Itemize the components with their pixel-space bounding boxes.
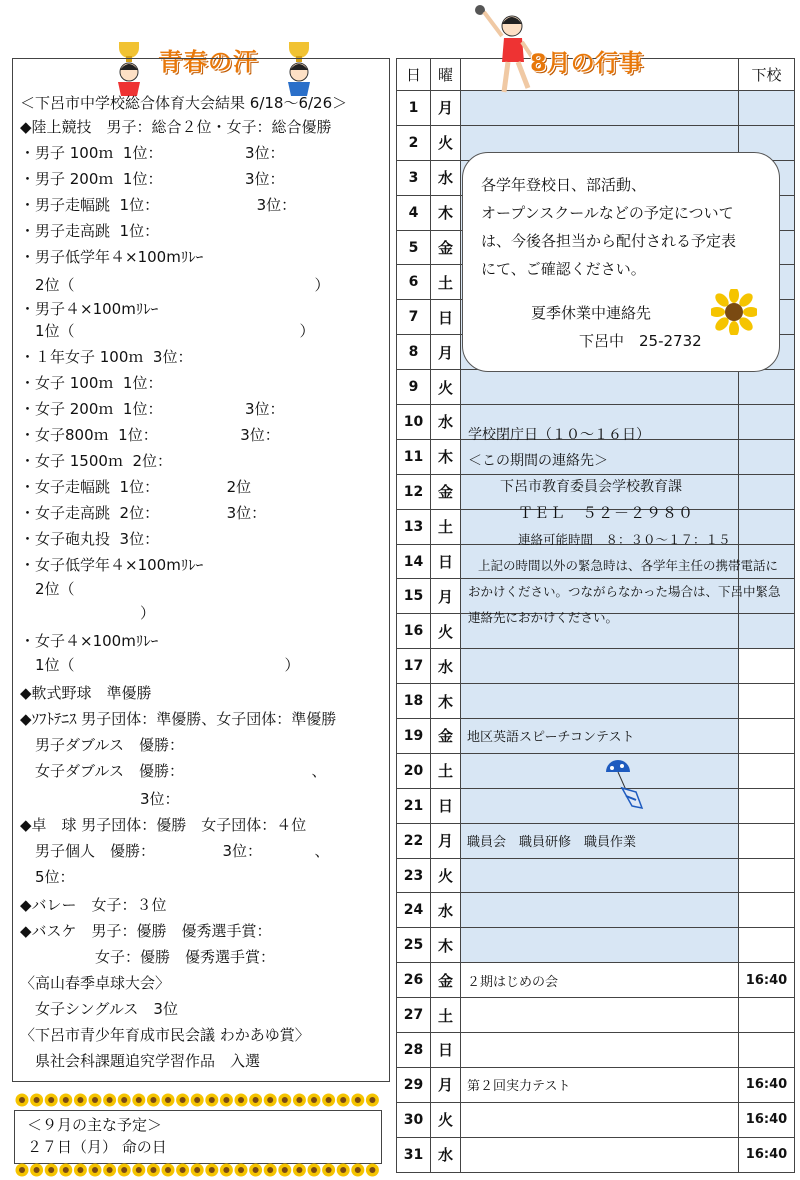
- event-cell: [461, 998, 739, 1033]
- note-line: オープンスクールなどの予定について: [481, 204, 734, 222]
- result-line: 県社会科課題追究学習作品 入選: [20, 1052, 261, 1070]
- result-line: ◆軟式野球 準優勝: [20, 684, 152, 702]
- sunflower-icon: [205, 1094, 218, 1107]
- note-contact-label: 夏季休業中連絡先: [531, 304, 652, 322]
- sunflower-icon: [308, 1094, 321, 1107]
- result-line: ・男子 200ｍ 1位： 3位：: [20, 170, 285, 188]
- dismissal-cell: 16:40: [739, 1067, 795, 1102]
- event-cell: [461, 1033, 739, 1068]
- day-cell: 7: [397, 300, 431, 335]
- weekday-cell: 水: [431, 649, 461, 684]
- sunflower-icon: [249, 1164, 262, 1177]
- result-line: ・男子４×100mﾘﾚｰ: [20, 300, 159, 318]
- day-cell: 22: [397, 823, 431, 858]
- result-line: ◆卓 球 男子団体：優勝 女子団体：４位: [20, 816, 307, 834]
- day-cell: 23: [397, 858, 431, 893]
- right-title: 8月の行事: [530, 49, 643, 77]
- dismissal-cell: [739, 649, 795, 684]
- dismissal-cell: [739, 719, 795, 754]
- weekday-cell: 土: [431, 998, 461, 1033]
- sunflower-icon: [118, 1164, 131, 1177]
- weekday-cell: 木: [431, 928, 461, 963]
- dismissal-cell: [739, 788, 795, 823]
- weekday-cell: 火: [431, 370, 461, 405]
- result-line: 女子ダブルス 優勝： 、: [20, 762, 327, 780]
- weekday-cell: 土: [431, 265, 461, 300]
- result-line: ・男子低学年４×100mﾘﾚｰ: [20, 248, 204, 266]
- weekday-cell: 月: [431, 823, 461, 858]
- result-line: ＜下呂市中学校総合体育大会結果 6/18～6/26＞: [20, 94, 348, 112]
- sunflower-icon: [322, 1094, 335, 1107]
- sunflower-icon: [147, 1164, 160, 1177]
- weekday-cell: 日: [431, 544, 461, 579]
- result-line: ・女子砲丸投 3位：: [20, 530, 160, 548]
- sunflower-icon: [162, 1164, 175, 1177]
- day-cell: 20: [397, 753, 431, 788]
- dismissal-cell: [739, 509, 795, 544]
- result-line: ・女子800ｍ 1位： 3位：: [20, 426, 280, 444]
- sunflower-icon: [16, 1094, 29, 1107]
- sunflower-border: [14, 1090, 382, 1112]
- weekday-cell: 月: [431, 579, 461, 614]
- weekday-cell: 水: [431, 405, 461, 440]
- sunflower-icon: [118, 1094, 131, 1107]
- dismissal-cell: 16:40: [739, 1102, 795, 1137]
- event-cell: [461, 649, 739, 684]
- note-line: 各学年登校日、部活動、: [481, 176, 647, 194]
- schedule-row: [397, 370, 795, 405]
- result-line: 女子：優勝 優秀選手賞：: [20, 948, 276, 966]
- schedule-row: [397, 1067, 795, 1102]
- day-cell: 8: [397, 335, 431, 370]
- sunflower-icon: [264, 1164, 277, 1177]
- sunflower-icon: [45, 1164, 58, 1177]
- sunflower-icon: [337, 1164, 350, 1177]
- schedule-row: [397, 963, 795, 998]
- event-cell: [461, 928, 739, 963]
- sunflower-icon: [308, 1164, 321, 1177]
- weekday-cell: 金: [431, 963, 461, 998]
- weekday-cell: 月: [431, 335, 461, 370]
- dismissal-cell: 16:40: [739, 963, 795, 998]
- result-line: ・女子 100ｍ 1位：: [20, 374, 163, 392]
- day-cell: 17: [397, 649, 431, 684]
- result-line: ・男子 100ｍ 1位： 3位：: [20, 144, 285, 162]
- september-box: [14, 1110, 382, 1164]
- sunflower-icon: [337, 1094, 350, 1107]
- result-line: ・女子４×100mﾘﾚｰ: [20, 632, 159, 650]
- schedule-row: [397, 1033, 795, 1068]
- result-line: 〈下呂市青少年育成市民会議 わかあゆ賞〉: [20, 1026, 310, 1044]
- note-contact-value: 下呂中 25-2732: [579, 332, 702, 350]
- result-line: ・女子 200ｍ 1位： 3位：: [20, 400, 285, 418]
- result-line: 〈高山春季卓球大会〉: [20, 974, 171, 992]
- dismissal-cell: [739, 370, 795, 405]
- sunflower-icon: [30, 1094, 43, 1107]
- day-cell: 10: [397, 405, 431, 440]
- day-cell: 15: [397, 579, 431, 614]
- weekday-cell: 火: [431, 614, 461, 649]
- sunflower-icon: [293, 1094, 306, 1107]
- sunflower-icon: [16, 1164, 29, 1177]
- day-cell: 19: [397, 719, 431, 754]
- weekday-cell: 水: [431, 160, 461, 195]
- sunflower-icon: [235, 1094, 248, 1107]
- weekday-cell: 日: [431, 300, 461, 335]
- dismissal-cell: [739, 439, 795, 474]
- event-cell: [461, 1137, 739, 1172]
- sunflower-icon: [220, 1164, 233, 1177]
- event-cell: [461, 370, 739, 405]
- wind-chime-icon: [598, 754, 658, 814]
- dismissal-cell: [739, 823, 795, 858]
- schedule-row: [397, 858, 795, 893]
- sunflower-icon: [366, 1164, 379, 1177]
- sunflower-icon: [711, 289, 757, 335]
- result-line: ・男子走幅跳 1位： 3位：: [20, 196, 297, 214]
- schedule-row: [397, 998, 795, 1033]
- weekday-cell: 木: [431, 439, 461, 474]
- sunflower-icon: [366, 1094, 379, 1107]
- sunflower-icon: [89, 1164, 102, 1177]
- day-cell: 16: [397, 614, 431, 649]
- summer-note-box: [462, 152, 780, 372]
- weekday-cell: 火: [431, 858, 461, 893]
- day-cell: 9: [397, 370, 431, 405]
- result-line: 5位：: [20, 868, 75, 886]
- event-cell: 地区英語スピーチコンテスト: [461, 719, 739, 754]
- september-heading: ＜９月の主な予定＞: [27, 1116, 163, 1134]
- weekday-cell: 日: [431, 1033, 461, 1068]
- closure-contact-heading: ＜この期間の連絡先＞: [468, 453, 608, 469]
- schedule-row: [397, 1137, 795, 1172]
- sunflower-icon: [205, 1164, 218, 1177]
- sunflower-icon: [103, 1094, 116, 1107]
- day-cell: 14: [397, 544, 431, 579]
- dismissal-cell: [739, 893, 795, 928]
- dismissal-cell: [739, 684, 795, 719]
- event-cell: [461, 893, 739, 928]
- dismissal-cell: [739, 405, 795, 440]
- sunflower-icon: [30, 1164, 43, 1177]
- result-line: ・女子 1500ｍ 2位：: [20, 452, 173, 470]
- weekday-cell: 月: [431, 1067, 461, 1102]
- sunflower-icon: [162, 1094, 175, 1107]
- closure-emergency-line: 連絡先におかけください。: [468, 610, 619, 625]
- schedule-row: [397, 649, 795, 684]
- dismissal-cell: [739, 91, 795, 126]
- schedule-row: [397, 1102, 795, 1137]
- day-cell: 13: [397, 509, 431, 544]
- weekday-cell: 火: [431, 125, 461, 160]
- result-line: 男子個人 優勝： 3位： 、: [20, 842, 330, 860]
- header-dismissal: 下校: [739, 59, 795, 91]
- event-cell: [461, 1102, 739, 1137]
- schedule-row: [397, 893, 795, 928]
- sunflower-icon: [322, 1164, 335, 1177]
- day-cell: 29: [397, 1067, 431, 1102]
- day-cell: 5: [397, 230, 431, 265]
- result-line: ◆陸上競技 男子：総合２位・女子：総合優勝: [20, 118, 332, 136]
- result-line: ・女子低学年４×100mﾘﾚｰ: [20, 556, 204, 574]
- result-line: ◆バレー 女子：３位: [20, 896, 167, 914]
- schedule-row: [397, 719, 795, 754]
- weekday-cell: 木: [431, 684, 461, 719]
- schedule-row: [397, 788, 795, 823]
- day-cell: 2: [397, 125, 431, 160]
- weekday-cell: 水: [431, 893, 461, 928]
- weekday-cell: 日: [431, 788, 461, 823]
- closure-phone: ＴＥＬ ５２－２９８０: [518, 504, 695, 522]
- sunflower-icon: [45, 1094, 58, 1107]
- dismissal-cell: [739, 614, 795, 649]
- sunflower-icon: [235, 1164, 248, 1177]
- sunflower-icon: [176, 1094, 189, 1107]
- closure-emergency-line: 上記の時間以外の緊急時は、各学年主任の携帯電話に: [478, 558, 779, 573]
- schedule-row: [397, 753, 795, 788]
- schedule-row: [397, 823, 795, 858]
- september-item: ２７日（月） 命の日: [27, 1138, 167, 1156]
- result-line: ◆ｿﾌﾄﾃﾆｽ 男子団体：準優勝、女子団体：準優勝: [20, 710, 337, 728]
- sunflower-icon: [132, 1164, 145, 1177]
- day-cell: 27: [397, 998, 431, 1033]
- closure-office: 下呂市教育委員会学校教育課: [500, 479, 682, 495]
- day-cell: 21: [397, 788, 431, 823]
- weekday-cell: 土: [431, 753, 461, 788]
- event-cell: [461, 684, 739, 719]
- sunflower-icon: [249, 1094, 262, 1107]
- weekday-cell: 金: [431, 719, 461, 754]
- left-title: 青春の汗: [158, 48, 258, 76]
- sunflower-icon: [59, 1164, 72, 1177]
- day-cell: 1: [397, 91, 431, 126]
- weekday-cell: 火: [431, 1102, 461, 1137]
- event-cell: ２期はじめの会: [461, 963, 739, 998]
- schedule-row: [397, 928, 795, 963]
- dismissal-cell: [739, 858, 795, 893]
- day-cell: 4: [397, 195, 431, 230]
- sunflower-border: [14, 1160, 382, 1180]
- day-cell: 11: [397, 439, 431, 474]
- weekday-cell: 土: [431, 509, 461, 544]
- event-cell: 第２回実力テスト: [461, 1067, 739, 1102]
- sunflower-icon: [293, 1164, 306, 1177]
- result-line: 1位（ ）: [20, 656, 300, 674]
- sunflower-icon: [74, 1094, 87, 1107]
- sunflower-icon: [191, 1164, 204, 1177]
- weekday-cell: 金: [431, 230, 461, 265]
- sunflower-icon: [264, 1094, 277, 1107]
- result-line: 2位（ ）: [20, 276, 330, 294]
- day-cell: 18: [397, 684, 431, 719]
- sunflower-icon: [176, 1164, 189, 1177]
- dismissal-cell: [739, 474, 795, 509]
- day-cell: 25: [397, 928, 431, 963]
- result-line: 2位（: [20, 580, 75, 598]
- result-line: 女子シングルス 3位: [20, 1000, 178, 1018]
- sunflower-icon: [132, 1094, 145, 1107]
- weekday-cell: 金: [431, 474, 461, 509]
- header-weekday: 曜: [431, 59, 461, 91]
- sunflower-icon: [59, 1094, 72, 1107]
- day-cell: 26: [397, 963, 431, 998]
- result-line: ）: [20, 604, 156, 622]
- result-line: ◆バスケ 男子：優勝 優秀選手賞：: [20, 922, 272, 940]
- day-cell: 24: [397, 893, 431, 928]
- day-cell: 31: [397, 1137, 431, 1172]
- sunflower-icon: [147, 1094, 160, 1107]
- header-day: 日: [397, 59, 431, 91]
- weekday-cell: 月: [431, 91, 461, 126]
- sunflower-icon: [74, 1164, 87, 1177]
- note-line: は、今後各担当から配付される予定表: [481, 232, 737, 250]
- closure-emergency-line: おかけください。つながらなかった場合は、下呂中緊急: [468, 584, 781, 599]
- dismissal-cell: [739, 928, 795, 963]
- sunflower-icon: [351, 1094, 364, 1107]
- schedule-row: [397, 684, 795, 719]
- day-cell: 3: [397, 160, 431, 195]
- result-line: 3位：: [20, 790, 180, 808]
- result-line: 1位（ ）: [20, 322, 315, 340]
- schedule-row: [397, 91, 795, 126]
- sunflower-icon: [89, 1094, 102, 1107]
- weekday-cell: 水: [431, 1137, 461, 1172]
- result-line: ・男子走高跳 1位：: [20, 222, 160, 240]
- sunflower-icon: [278, 1164, 291, 1177]
- dismissal-cell: 16:40: [739, 1137, 795, 1172]
- result-line: ・女子走幅跳 1位： 2位: [20, 478, 252, 496]
- sunflower-icon: [191, 1094, 204, 1107]
- closure-title: 学校閉庁日（１０～１６日）: [468, 427, 650, 443]
- day-cell: 28: [397, 1033, 431, 1068]
- event-cell: [461, 858, 739, 893]
- day-cell: 30: [397, 1102, 431, 1137]
- day-cell: 12: [397, 474, 431, 509]
- closure-hours: 連絡可能時間 ８：３０～１７：１５: [518, 532, 731, 547]
- result-line: ・１年女子 100ｍ 3位：: [20, 348, 193, 366]
- dismissal-cell: [739, 1033, 795, 1068]
- sunflower-icon: [278, 1094, 291, 1107]
- result-line: ・女子走高跳 2位： 3位：: [20, 504, 267, 522]
- sunflower-icon: [220, 1094, 233, 1107]
- note-line: にて、ご確認ください。: [481, 260, 646, 278]
- dismissal-cell: [739, 753, 795, 788]
- sunflower-icon: [103, 1164, 116, 1177]
- result-line: 男子ダブルス 優勝：: [20, 736, 184, 754]
- event-cell: 職員会 職員研修 職員作業: [461, 823, 739, 858]
- sunflower-icon: [351, 1164, 364, 1177]
- dismissal-cell: [739, 998, 795, 1033]
- weekday-cell: 木: [431, 195, 461, 230]
- day-cell: 6: [397, 265, 431, 300]
